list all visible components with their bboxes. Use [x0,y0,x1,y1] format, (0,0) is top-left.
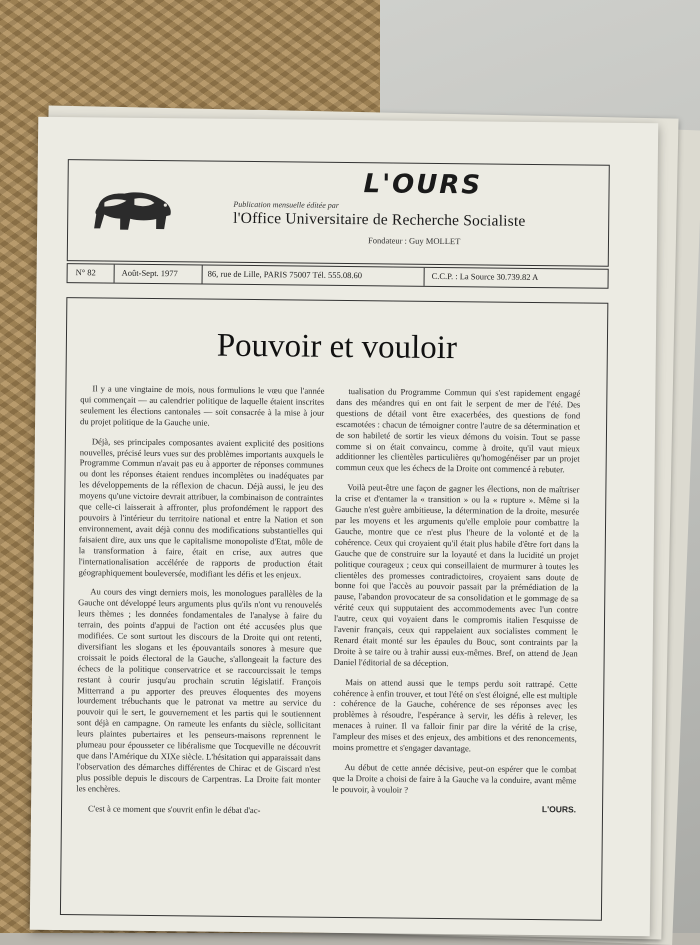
founder-line: Fondateur : Guy MOLLET [367,235,461,247]
article-column-left [76,383,325,825]
masthead [67,159,610,267]
paragraph: C'est à ce moment que s'ouvrit enfin le débat d'ac- [87,802,261,815]
divider [114,265,115,283]
organization-name: l'Office Universitaire de Recherche Socialiste [233,209,526,230]
paragraph: Voilà peut-être une façon de gagner les élections, non de maîtriser la crise et d'entamer la « transition » ou la « rupture ». Même si la Gauche n'est guère ambitieuse, la détermination de la droite, mesurée par les moyens et les arguments qu'elle emploie pour combattre la Gauche, montre que ce n'est plus l'heure de la volonté et de la cohérence. Ceux qui croyaient qu'il était plus habile d'être fort dans la Gauche que de construire sur la loyauté et dans la lucidité un projet politique courageux ; ceux qui conseillaient de murmurer à toutes les clientèles des promesses contradictoires, croyaient sans doute de bonne foi que l'accès au pouvoir passait par la prémédiation de la pause, l'abandon provocateur de sa consolidation et le gommage de sa vérité ceux qui supputaient des accommodements avec l'un contre l'autre, ceux qui voyaient dans le compromis italien l'esquisse de l'avenir français, ceux qui rappelaient aux socialistes comment le Renard était monté sur les épaules du Bouc, sont contraints par la Droite à se taire ou à trahir aussi eux-mêmes. Bref, on attend de Jean Daniel l'éditorial de sa déception. [333,482,580,668]
article-headline: Pouvoir et vouloir [216,327,458,367]
address: 86, rue de Lille, PARIS 75007 Tél. 555.08.60 [207,268,363,281]
paragraph: Mais on attend aussi que le temps perdu soit rattrapé. Cette cohérence à enfin trouver, et tout l'été on s'est éloigné, elle est multiple : cohérence de la Gauche, cohérence de ses réponses avec les problèmes à résoudre, l'espérance à servir, les défis à relever, les menaces à ruiner. Il va falloir finir par dire la vérité de la crise, l'ampleur des mises et des enjeux, des ambitions et des renoncements, moins promettre et s'engager davantage. [332,676,578,754]
article-frame [60,297,608,921]
issue-number: N° 82 [75,267,96,278]
info-bar [67,263,609,289]
divider [424,268,425,286]
ccp-account: C.C.P. : La Source 30.739.82 A [431,270,539,283]
signature: L'OURS. [541,803,577,815]
paragraph: Il y a une vingtaine de mois, nous formulions le vœu que l'année qui commençait — au calendrier politique de laquelle étaient inscrites seulement les élections cantonales — soit consacrée à la mise à jour du projet politique de la Gauche unie. [80,383,325,428]
paragraph: Au cours des vingt derniers mois, les monologues parallèles de la Gauche ont développé leurs arguments plus qu'ils n'ont vu renouvelés leurs thèmes ; les données fondamentales de l'analyse à faire du terrain, des points d'appui de l'action ont été accusées plus que modifiées. Ce sont surtout les discours de la Droite qui ont retenti, diversifiant les slogans et les épouvantails sonores à mesure que croissait le poids électoral de la Gauche, s'allongeait la facture des échecs de la politique conservatrice et se raccourcissait le temps restant à courir jusqu'au prochain scrutin législatif. François Mitterrand a pu apporter des preuves éloquentes des moyens lourdement trébuchants que le patronat va mettre au service du pouvoir qui le sert, le gouvernement et les partis qui le soutiennent sont déjà en campagne. On rameute les enfants du siècle, sollicitant leurs plaintes pubertaires et les penseurs-maisons reprennent le plumeau pour épousseter ce libéralisme que Tocqueville ne découvrit que dans l'Amérique du XIXe siècle. L'hésitation qui apparaissait dans l'observation des démarches différentes de Chirac et de Giscard n'est plus possible depuis le discours de Carpentras. La Droite fait monter les enchères. [76,586,323,794]
article-column-right [332,386,580,815]
paragraph: tualisation du Programme Commun qui s'est rapidement engagé dans des méandres qui en ont fait le serpent de mer de l'été. Des questions de détail vont être exacerbées, des questions de fond escamotées : chacun de témoigner contre l'autre de sa détermination et de son habileté de sortir les vieux démons du voisin. Tout se passe comme si on était convaincu, comme à droite, qu'il vaut mieux additionner les clientèles particulières qu'homogénéiser par un projet commun ceux que les échecs de la Droite ont commencé à rebuter. [335,386,581,475]
newsletter-page [30,117,658,936]
divider [202,265,203,283]
paragraph: Au début de cette année décisive, peut-on espérer que le combat que la Droite a choisi de faire à la Gauche va la conduire, avant même le pouvoir, à vouloir ? [332,762,577,795]
paragraph: Déjà, ses principales composantes avaient explicité des positions nouvelles, précisé leurs vues sur des problèmes importants auxquels le Programme Commun n'avait pas eu à apporter de réponses communes ou dont les réponses étaient rendues incomplètes ou inadéquates par les développements de la réflexion de chacun. Déjà aussi, le jeu des moyens qu'une victoire devrait attribuer, la combinaison de contraintes que celle-ci laisserait à affronter, plus profondément le rapport des pouvoirs à l'intérieur du territoire national et entre la Nation et son environnement, avait déjà connu des modifications substantielles qui faisaient dire, aux uns que le capitalisme monopoliste d'Etat, môle de la transformation à faire, était en crise, aux autres que l'internationalisation accélérée de rapports de production était géographiquement bouleversée, modifiant les défis et les enjeux. [78,435,324,580]
issue-date: Août-Sept. 1977 [121,267,178,279]
brand-title: L'OURS [363,169,483,201]
publisher-kicker: Publication mensuelle éditée par [233,199,339,210]
bear-logo-icon [90,184,181,235]
